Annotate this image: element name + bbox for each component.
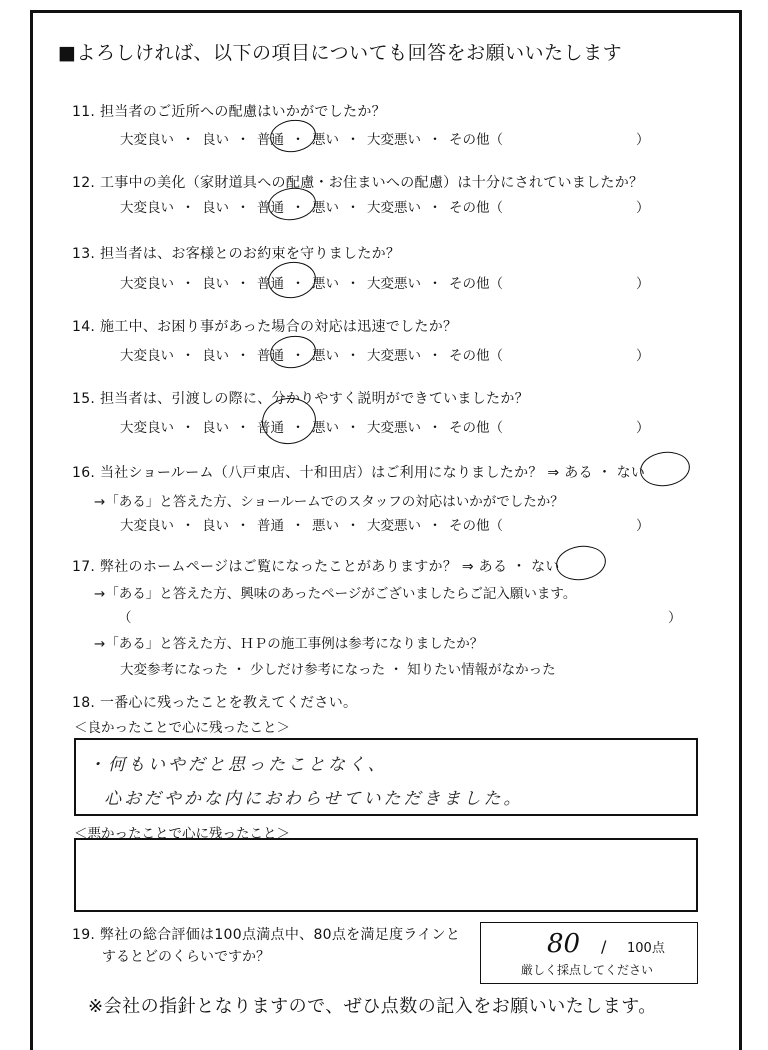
options-14: 大変良い ・ 良い ・ 普通 ・ 悪い ・ 大変悪い ・ その他（ [120,344,503,364]
options-15: 大変良い ・ 良い ・ 普通 ・ 悪い ・ 大変悪い ・ その他（ [120,416,503,436]
option-very-bad[interactable]: 大変悪い [367,200,421,216]
options-17[interactable]: 大変参考になった ・ 少しだけ参考になった ・ 知りたい情報がなかった [120,662,556,678]
close-paren: ） [636,420,650,436]
option-other[interactable]: その他（ [449,200,503,216]
option-average[interactable]: 普通 [257,200,284,216]
question-18: 18. 一番心に残ったことを教えてください。 [72,695,358,711]
score-box[interactable] [480,922,698,984]
option-bad[interactable]: 悪い [312,276,339,292]
option-other[interactable]: その他（ [449,420,503,436]
close-paren: ） [636,276,650,292]
option-other[interactable]: その他（ [449,348,503,364]
question-17-sub1: →「ある」と答えた方、興味のあったページがございましたらご記入願います。 [94,586,577,602]
options-16: 大変良い ・ 良い ・ 普通 ・ 悪い ・ 大変悪い ・ その他（ [120,514,503,534]
option-good[interactable]: 良い [202,276,229,292]
close-paren: ） [668,610,682,626]
footer-note: ※会社の指針となりますので、ぜひ点数の記入をお願いいたします。 [88,996,657,1017]
score-note: 厳しく採点してください [521,963,654,977]
option-bad[interactable]: 悪い [312,132,339,148]
handwritten-line-1: ・何もいやだと思ったことなく、 [88,755,388,775]
option-excellent[interactable]: 大変良い [120,518,174,534]
close-paren: ） [636,348,650,364]
options-11: 大変良い ・ 良い ・ 普通 ・ 悪い ・ 大変悪い ・ その他（ [120,128,503,148]
question-14: 14. 施工中、お困り事があった場合の対応は迅速でしたか？ [72,319,458,335]
option-bad[interactable]: 悪い [312,420,339,436]
option-other[interactable]: その他（ [449,276,503,292]
option-average[interactable]: 普通 [257,420,284,436]
question-15: 15. 担当者は、引渡しの際に、分かりやすく説明ができていましたか？ [72,391,529,407]
option-bad[interactable]: 悪い [312,348,339,364]
option-bad[interactable]: 悪い [312,518,339,534]
option-very-bad[interactable]: 大変悪い [367,518,421,534]
option-excellent[interactable]: 大変良い [120,132,174,148]
handwritten-line-2: 心おだやかな内におわらせていただきました。 [104,789,524,809]
option-very-bad[interactable]: 大変悪い [367,420,421,436]
option-average[interactable]: 普通 [257,132,284,148]
option-bad[interactable]: 悪い [312,200,339,216]
score-slash: / [601,937,607,956]
option-good[interactable]: 良い [202,348,229,364]
question-17: 17. 弊社のホームページはご覧になったことがありますか？ ⇒ ある ・ ない [72,559,560,575]
question-12: 12. 工事中の美化（家財道具への配慮・お住まいへの配慮）は十分にされていましたか？ [72,175,644,191]
option-excellent[interactable]: 大変良い [120,348,174,364]
option-other[interactable]: その他（ [449,518,503,534]
question-13: 13. 担当者は、お客様とのお約束を守りましたか？ [72,246,401,262]
score-max: 100点 [627,941,665,956]
question-16-sub: →「ある」と答えた方、ショールームでのスタッフの対応はいかがでしたか？ [94,494,564,510]
page-title: ■よろしければ、以下の項目についても回答をお願いいたします [58,42,623,64]
option-excellent[interactable]: 大変良い [120,420,174,436]
question-19-line2: するとどのくらいですか？ [102,949,270,965]
option-good[interactable]: 良い [202,200,229,216]
option-good[interactable]: 良い [202,132,229,148]
question-19: 19. 弊社の総合評価は100点満点中、80点を満足度ラインと [72,927,461,943]
option-excellent[interactable]: 大変良い [120,200,174,216]
question-11: 11. 担当者のご近所への配慮はいかがでしたか？ [72,104,386,120]
option-very-bad[interactable]: 大変悪い [367,348,421,364]
close-paren: ） [636,132,650,148]
bad-comment-box[interactable] [74,838,698,912]
good-label: ＜良かったことで心に残ったこと＞ [74,720,290,736]
option-very-bad[interactable]: 大変悪い [367,132,421,148]
option-good[interactable]: 良い [202,420,229,436]
bad-label: ＜悪かったことで心に残ったこと＞ [74,826,290,842]
option-very-bad[interactable]: 大変悪い [367,276,421,292]
option-average[interactable]: 普通 [257,348,284,364]
options-12: 大変良い ・ 良い ・ 普通 ・ 悪い ・ 大変悪い ・ その他（ [120,196,503,216]
option-average[interactable]: 普通 [257,276,284,292]
question-16: 16. 当社ショールーム（八戸東店、十和田店）はご利用になりましたか？ ⇒ ある ・ ない [72,465,646,481]
open-paren: （ [118,610,132,626]
option-good[interactable]: 良い [202,518,229,534]
close-paren: ） [636,518,650,534]
option-average[interactable]: 普通 [257,518,284,534]
close-paren: ） [636,200,650,216]
question-17-sub2: →「ある」と答えた方、ＨＰの施工事例は参考になりましたか？ [94,636,484,652]
option-other[interactable]: その他（ [449,132,503,148]
option-excellent[interactable]: 大変良い [120,276,174,292]
score-value: 80 [547,929,581,959]
options-13: 大変良い ・ 良い ・ 普通 ・ 悪い ・ 大変悪い ・ その他（ [120,272,503,292]
